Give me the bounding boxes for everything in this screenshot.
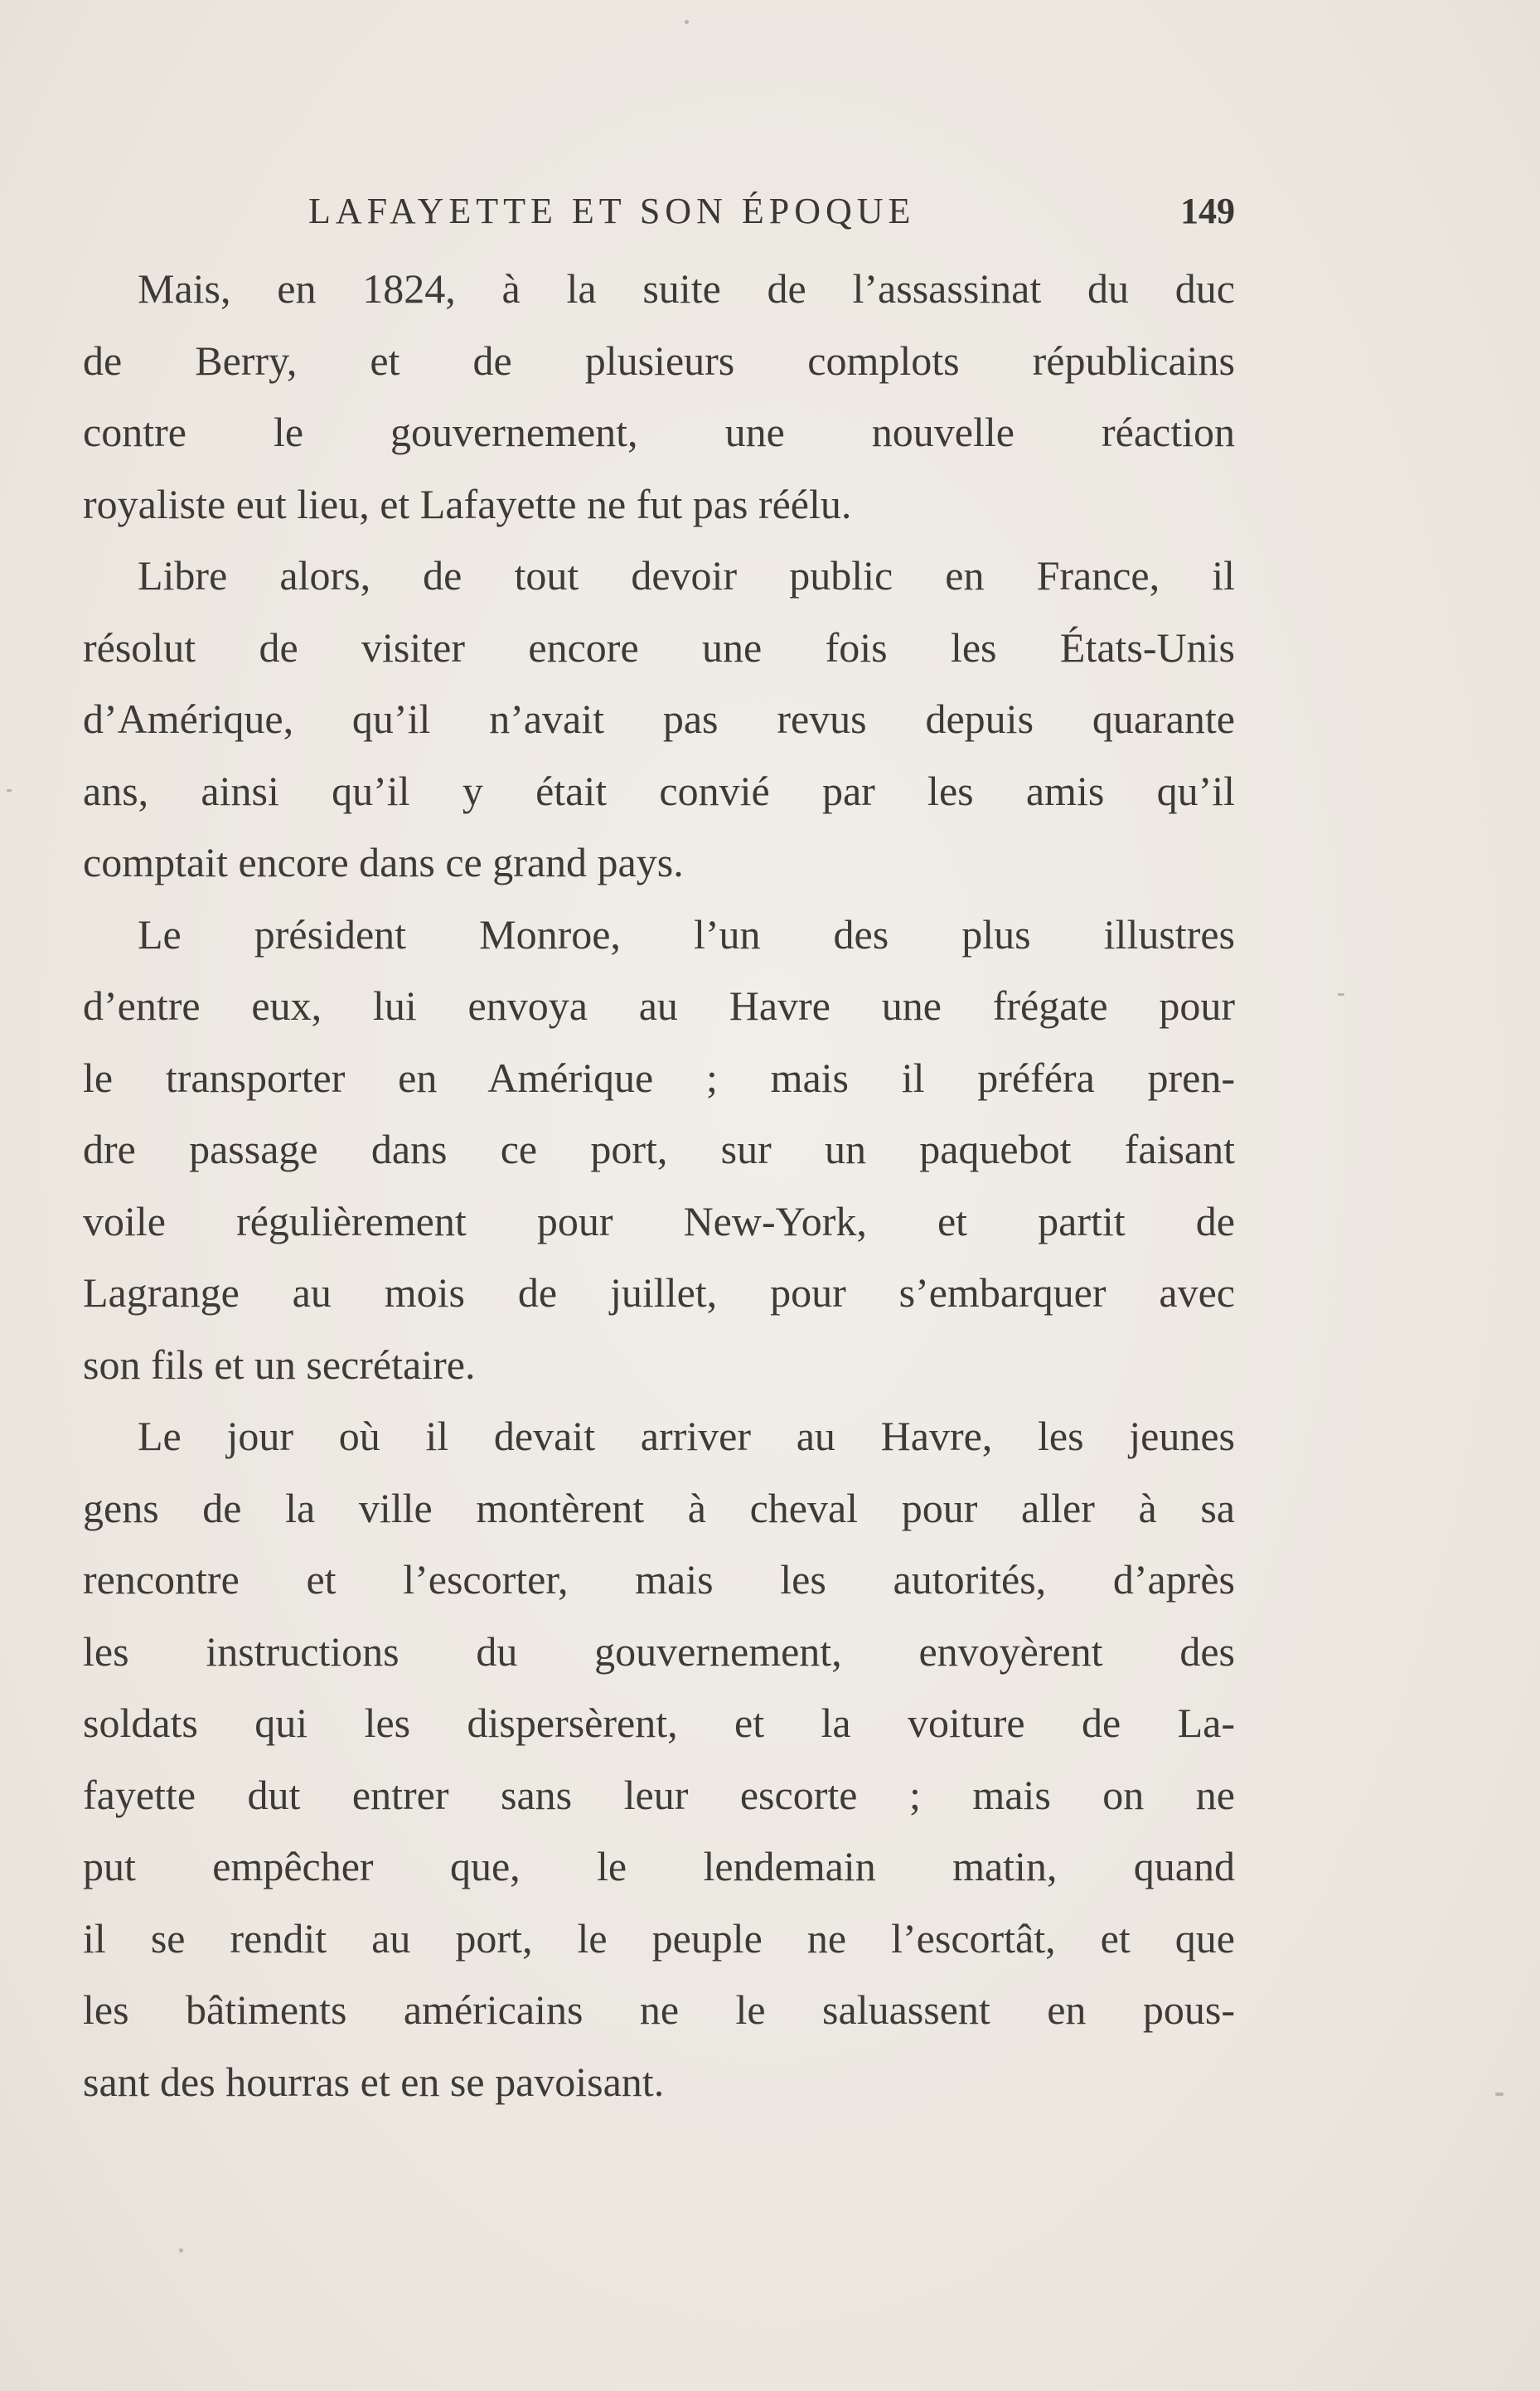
paragraph-2 xyxy=(83,540,1235,899)
paper-speck xyxy=(179,2248,183,2253)
paragraph-4 xyxy=(83,1400,1235,2117)
text-line: Le jour où il devait arriver au Havre, les jeunes xyxy=(138,1413,1235,1459)
text-line: d’entre eux, lui envoya au Havre une frégate pour xyxy=(83,982,1235,1029)
paper-speck xyxy=(685,20,689,24)
text-line: voile régulièrement pour New-York, et partit de xyxy=(83,1197,1235,1244)
paper-speck xyxy=(1338,993,1344,996)
text-line: contre le gouvernement, une nouvelle réaction xyxy=(83,409,1235,455)
text-line: de Berry, et de plusieurs complots républicains xyxy=(83,337,1235,384)
text-line: d’Amérique, qu’il n’avait pas revus depuis quarante xyxy=(83,696,1235,742)
paper-speck xyxy=(1495,2093,1504,2096)
text-line: Mais, en 1824, à la suite de l’assassinat du duc xyxy=(138,265,1235,312)
running-title: LAFAYETTE ET SON ÉPOQUE xyxy=(308,191,916,231)
text-line: rencontre et l’escorter, mais les autorités, d’après xyxy=(83,1556,1235,1603)
text-line: les instructions du gouvernement, envoyèrent des xyxy=(83,1627,1235,1675)
text-line: fayette dut entrer sans leur escorte ; mais on ne xyxy=(83,1771,1235,1818)
text-line: gens de la ville montèrent à cheval pour aller à sa xyxy=(83,1484,1235,1531)
body-text xyxy=(83,253,1235,2117)
text-line: comptait encore dans ce grand pays. xyxy=(83,839,684,885)
text-line: le transporter en Amérique ; mais il préféra pren- xyxy=(83,1054,1235,1101)
paper-speck xyxy=(7,789,12,792)
text-line: son fils et un secrétaire. xyxy=(83,1341,476,1388)
running-head xyxy=(83,182,1235,240)
text-line: sant des hourras et en se pavoisant. xyxy=(83,2058,665,2105)
text-line: put empêcher que, le lendemain matin, quand xyxy=(83,1843,1235,1889)
page-number: 149 xyxy=(1180,191,1235,231)
text-line: royaliste eut lieu, et Lafayette ne fut pas réélu. xyxy=(83,480,852,527)
paragraph-1 xyxy=(83,253,1235,540)
text-line: les bâtiments américains ne le saluassent en pous- xyxy=(83,1986,1235,2033)
text-line: résolut de visiter encore une fois les États-Unis xyxy=(83,623,1235,671)
text-line: soldats qui les dispersèrent, et la voiture de La- xyxy=(83,1700,1235,1746)
text-line: dre passage dans ce port, sur un paquebot faisant xyxy=(83,1126,1235,1172)
text-line: Le président Monroe, l’un des plus illustres xyxy=(138,910,1235,958)
paragraph-3 xyxy=(83,899,1235,1401)
text-line: ans, ainsi qu’il y était convié par les amis qu’il xyxy=(83,767,1235,814)
text-line: Lagrange au mois de juillet, pour s’embarquer avec xyxy=(83,1269,1235,1316)
text-line: Libre alors, de tout devoir public en France, il xyxy=(138,552,1235,599)
text-line: il se rendit au port, le peuple ne l’escortât, et que xyxy=(83,1914,1235,1962)
